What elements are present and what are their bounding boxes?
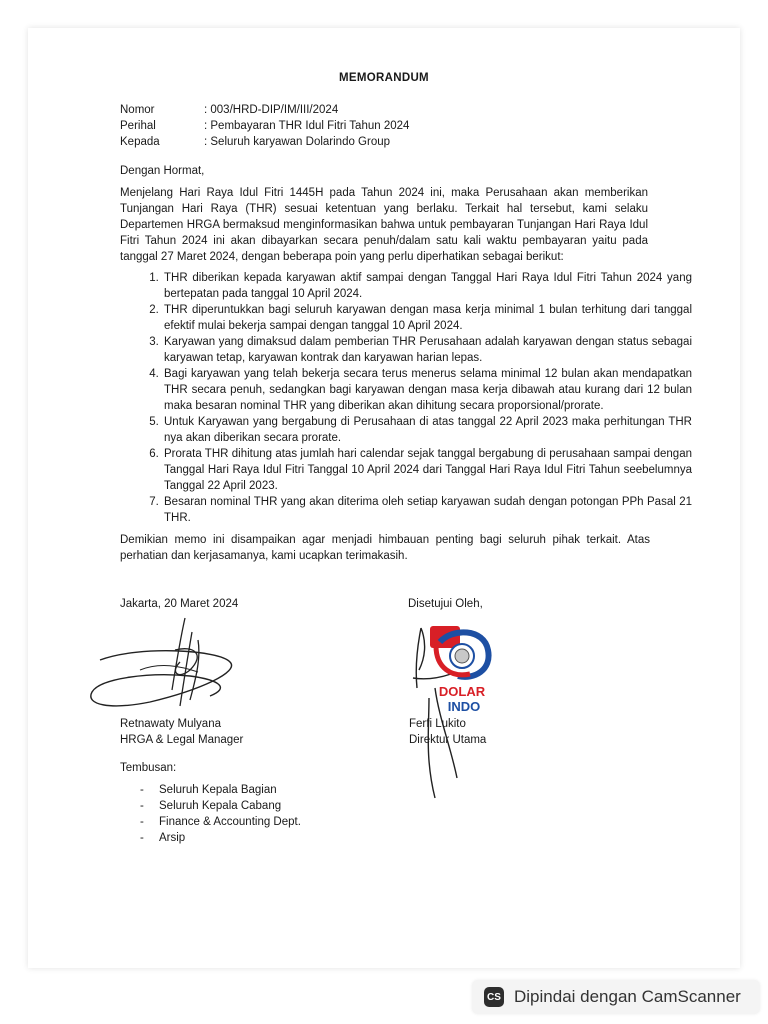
list-item: 6. Prorata THR dihitung atas jumlah hari calendar sejak tanggal bergabung di perusahaan sampai dengan Tanggal Hari Raya Idul Fitri Tanggal 10 April 2024 dari Tanggal Hari Raya Idul Fitri Tahun seebelumnya Tanggal 22 April 2023. bbox=[162, 446, 692, 494]
signer-right-title: Direktur Utama bbox=[409, 734, 487, 746]
list-item: 2. THR diperuntukkan bagi seluruh karyawan dengan masa kerja minimal 1 bulan terhitung dari tanggal efektif mulai bekerja sampai dengan tanggal 10 April 2024. bbox=[162, 302, 692, 334]
list-item: - Finance & Accounting Dept. bbox=[140, 814, 301, 830]
kepada-label: Kepada bbox=[120, 136, 160, 148]
memo-title: MEMORANDUM bbox=[339, 72, 429, 84]
kepada-value: : Seluruh karyawan Dolarindo Group bbox=[204, 136, 391, 148]
points-list bbox=[120, 270, 692, 526]
salutation: Dengan Hormat, bbox=[120, 165, 205, 177]
cc-label: Tembusan: bbox=[120, 762, 177, 774]
perihal-label: Perihal bbox=[120, 120, 156, 132]
list-item: 4. Bagi karyawan yang telah bekerja secara terus menerus selama minimal 12 bulan akan mendapatkan THR secara penuh, sedangkan bagi karyawan dengan masa kerja dibawah atau kurang dari 12 bulan maka besaran nominal THR yang diberikan akan dihitung secara proporsional/prorate. bbox=[162, 366, 692, 414]
cc-list bbox=[140, 782, 301, 846]
logo-text-indo: INDO bbox=[447, 699, 481, 714]
meta-kepada bbox=[120, 134, 390, 150]
signer-right-name: Ferfi Lukito bbox=[409, 718, 466, 730]
place-date: Jakarta, 20 Maret 2024 bbox=[120, 598, 239, 610]
intro-paragraph: Menjelang Hari Raya Idul Fitri 1445H pada Tahun 2024 ini, maka Perusahaan akan memberikan Tunjangan Hari Raya (THR) sesuai ketentuan yang berlaku. Terkait hal tersebut, kami selaku Departemen HRGA bermaksud menginformasikan bahwa untuk pembayaran Tunjangan Hari Raya Idul Fitri Tahun 2024 ini akan dibayarkan secara penuh/dalam satu kali waktu pembayaran yaitu pada tanggal 27 Maret 2024, dengan beberapa poin yang perlu diperhatikan sebagai berikut: bbox=[120, 187, 648, 263]
list-item: - Seluruh Kepala Cabang bbox=[140, 798, 301, 814]
signer-left-name: Retnawaty Mulyana bbox=[120, 718, 221, 730]
closing-paragraph: Demikian memo ini disampaikan agar menjadi himbauan penting bagi seluruh pihak terkait. Atas perhatian dan kerjasamanya, kami ucapkan terimakasih. bbox=[120, 534, 650, 562]
list-item: 7. Besaran nominal THR yang akan diterima oleh setiap karyawan sudah dengan potongan PPh Pasal 21 THR. bbox=[162, 494, 692, 526]
perihal-value: : Pembayaran THR Idul Fitri Tahun 2024 bbox=[204, 120, 410, 132]
list-item: - Seluruh Kepala Bagian bbox=[140, 782, 301, 798]
camscanner-icon: CS bbox=[484, 987, 504, 1007]
camscanner-label: Dipindai dengan CamScanner bbox=[514, 987, 741, 1006]
logo-text-dolar: DOLAR bbox=[438, 684, 486, 699]
meta-perihal bbox=[120, 118, 409, 134]
list-item: 5. Untuk Karyawan yang bergabung di Perusahaan di atas tanggal 22 April 2023 maka perhitungan THR nya akan diberikan secara prorate. bbox=[162, 414, 692, 446]
nomor-label: Nomor bbox=[120, 104, 155, 116]
signer-left-title: HRGA & Legal Manager bbox=[120, 734, 244, 746]
nomor-value: : 003/HRD-DIP/IM/III/2024 bbox=[204, 104, 339, 116]
approved-by-label: Disetujui Oleh, bbox=[408, 598, 483, 610]
list-item: - Arsip bbox=[140, 830, 301, 846]
meta-nomor bbox=[120, 102, 338, 118]
list-item: 1. THR diberikan kepada karyawan aktif sampai dengan Tanggal Hari Raya Idul Fitri Tahun 2024 yang bertepatan pada tanggal 10 April 2024. bbox=[162, 270, 692, 302]
signature-left bbox=[80, 610, 250, 720]
camscanner-watermark bbox=[472, 980, 760, 1014]
list-item: 3. Karyawan yang dimaksud dalam pemberian THR Perusahaan adalah karyawan dengan status sebagai karyawan tetap, karyawan kontrak dan karyawan harian lepas. bbox=[162, 334, 692, 366]
company-logo bbox=[422, 618, 502, 714]
